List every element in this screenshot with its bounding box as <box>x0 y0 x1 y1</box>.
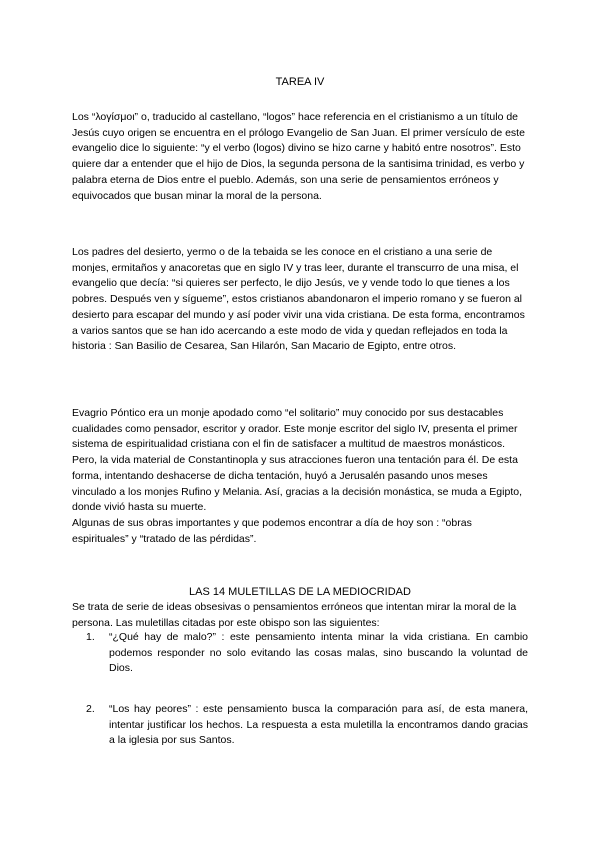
paragraph-padres-desierto: Los padres del desierto, yermo o de la tebaida se les conoce en el cristiano a una serie de monjes, ermitaños y anacoretas que en siglo IV y tras leer, durante el transcurro de una misa, el evangelio que decía: “si quieres ser perfecto, le dijo Jesús, ve y vende todo lo que tienes a los pobres. Después ven y sígueme”, estos cristianos abandonaron el imperio romano y se fueron al desierto para escapar del mundo y así poder vivir una vida cristiana. De esta forma, encontramos a varios santos que se han ido acercando a este modo de vida y quedan reflejados en toda la historia : San Basilio de Cesarea, San Hilarón, San Macario de Egipto, entre otros. <box>72 246 525 353</box>
list-item-text: “¿Qué hay de malo?” : este pensamiento intenta minar la vida cristiana. En cambio podemos responder no solo evitando las cosas malas, sino buscando la voluntad de Dios. <box>109 631 528 675</box>
section-intro: Se trata de serie de ideas obsesivas o pensamientos erróneos que intentan mirar la moral de la persona. Las muletillas citadas por este obispo son las siguientes: <box>72 601 517 629</box>
list-item-number: 2. <box>86 703 95 715</box>
list-item-number: 1. <box>86 631 95 643</box>
list-item-text: “Los hay peores” : este pensamiento busca la comparación para así, de esta manera, intentar justificar los hechos. La respuesta a esta muletilla la encontramos dando gracias a la iglesia por sus Santos. <box>109 703 528 747</box>
paragraph-logos: Los “λογίσμοι” o, traducido al castellano, “logos” hace referencia en el cristianismo a un título de Jesús cuyo origen se encuentra en el prólogo Evangelio de San Juan. El primer versículo de este evangelio dice lo siguiente: “y el verbo (logos) divino se hizo carne y habitó entre nosotros”. Esto quiere dar a entender que el hijo de Dios, la segunda persona de la santisima trinidad, es verbo y palabra eterna de Dios entre el pueblo. Además, son una serie de pensamientos erróneos y equivocados que busan minar la moral de la persona. <box>72 111 525 202</box>
page-title: TAREA IV <box>275 76 325 88</box>
paragraph-evagrio: Evagrio Póntico era un monje apodado como “el solitario” muy conocido por sus destacables cualidades como pensador, escritor y orador. Este monje escritor del siglo IV, presenta el primer sistema de espiritualidad cristiana con el fin de satisfacer a multitud de maestros monásticos. Pero, la vida material de Constantinopla y sus atracciones fueron una tentación para él. De esta forma, intentando deshacerse de dicha tentación, huyó a Jerusalén pasando unos meses vinculado a los monjes Rufino y Melania. Así, gracias a la decisión monástica, se muda a Egipto, donde vivió hasta su muerte. <box>72 407 522 514</box>
section-title: LAS 14 MULETILLAS DE LA MEDIOCRIDAD <box>189 586 411 598</box>
paragraph-obras: Algunas de sus obras importantes y que podemos encontrar a día de hoy son : “obras espirituales” y “tratado de las pérdidas”. <box>72 517 472 545</box>
